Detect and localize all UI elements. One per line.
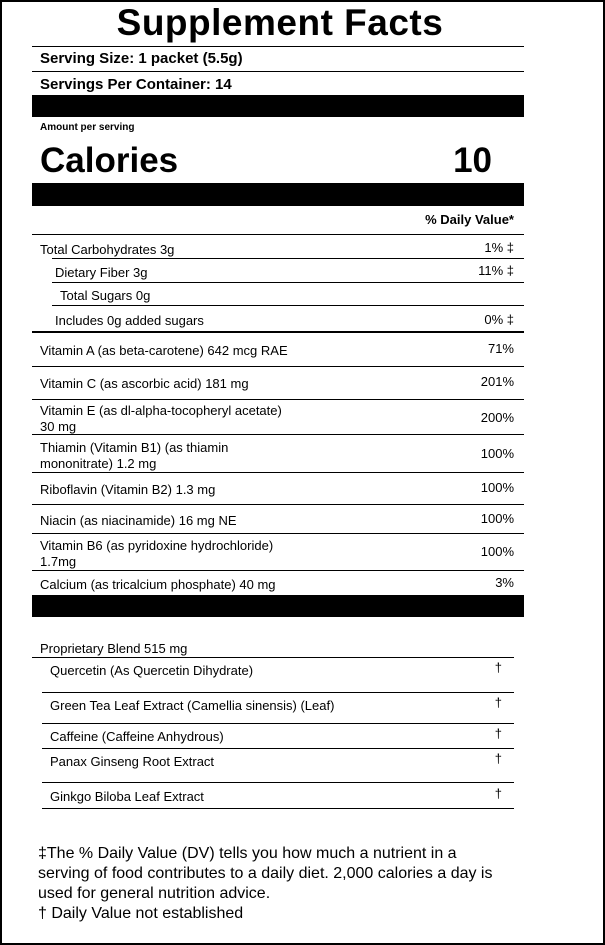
nutrient-name-line2: 1.7mg: [40, 554, 77, 569]
divider: [32, 570, 524, 571]
blend-item-dv: †: [494, 695, 502, 710]
blend-item-dv: †: [494, 660, 502, 675]
blend-item-dv: †: [494, 786, 502, 801]
divider: [32, 234, 524, 235]
nutrient-name-line1: Thiamin (Vitamin B1) (as thiamin: [40, 440, 229, 455]
nutrient-name: Vitamin C (as ascorbic acid) 181 mg: [40, 376, 249, 391]
divider: [32, 71, 524, 72]
divider: [52, 305, 524, 306]
divider: [32, 657, 514, 658]
nutrient-dv: 201%: [480, 374, 514, 389]
footnote-dv-line3: used for general nutrition advice.: [38, 885, 271, 902]
nutrient-name-line2: mononitrate) 1.2 mg: [40, 456, 157, 471]
nutrient-name: Dietary Fiber 3g: [55, 265, 148, 280]
nutrient-name: Includes 0g added sugars: [55, 313, 204, 328]
nutrient-name: Niacin (as niacinamide) 16 mg NE: [40, 513, 237, 528]
divider: [52, 282, 524, 283]
divider: [42, 782, 514, 783]
nutrient-name-line1: Vitamin B6 (as pyridoxine hydrochloride): [40, 538, 274, 553]
divider: [32, 399, 524, 400]
blend-title: Proprietary Blend 515 mg: [40, 641, 188, 656]
nutrient-name: Calcium (as tricalcium phosphate) 40 mg: [40, 577, 276, 592]
nutrient-name: Vitamin A (as beta-carotene) 642 mcg RAE: [40, 343, 288, 358]
divider: [32, 434, 524, 435]
divider: [32, 533, 524, 534]
nutrient-dv: 11% ‡: [478, 263, 514, 278]
blend-item-name: Caffeine (Caffeine Anhydrous): [50, 729, 224, 744]
nutrient-dv: 0% ‡: [484, 312, 514, 327]
nutrient-dv: 100%: [480, 544, 514, 559]
panel-title: Supplement Facts: [116, 2, 444, 43]
divider: [32, 331, 524, 333]
nutrient-name: Total Sugars 0g: [60, 288, 151, 303]
nutrient-dv: 100%: [480, 511, 514, 526]
footnote-not-established: † Daily Value not established: [38, 905, 244, 922]
thick-divider: [32, 183, 524, 206]
blend-item-dv: †: [494, 726, 502, 741]
thick-divider: [32, 95, 524, 117]
blend-item-name: Ginkgo Biloba Leaf Extract: [50, 789, 204, 804]
nutrient-dv: 100%: [480, 446, 514, 461]
thick-divider: [32, 595, 524, 617]
nutrient-name-line1: Vitamin E (as dl-alpha-tocopheryl acetate): [40, 403, 282, 418]
blend-item-name: Quercetin (As Quercetin Dihydrate): [50, 663, 254, 678]
calories-label: Calories: [40, 141, 179, 180]
divider: [42, 692, 514, 693]
nutrient-dv: 3%: [495, 575, 514, 590]
nutrient-dv: 100%: [480, 480, 514, 495]
footnote-dv-line2: serving of food contributes to a daily diet. 2,000 calories a day is: [38, 865, 493, 882]
nutrient-name-line2: 30 mg: [40, 419, 77, 434]
serving-size: Serving Size: 1 packet (5.5g): [40, 50, 243, 67]
nutrient-name: Riboflavin (Vitamin B2) 1.3 mg: [40, 482, 216, 497]
calories-value: 10: [453, 141, 492, 180]
footnote-dv-line1: ‡The % Daily Value (DV) tells you how much a nutrient in a: [38, 845, 457, 862]
divider: [32, 366, 524, 367]
blend-item-dv: †: [494, 751, 502, 766]
blend-item-name: Panax Ginseng Root Extract: [50, 754, 215, 769]
nutrient-dv: 200%: [480, 410, 514, 425]
servings-per-container: Servings Per Container: 14: [40, 76, 232, 93]
divider: [42, 808, 514, 809]
nutrient-dv: 1% ‡: [484, 240, 514, 255]
divider: [32, 504, 524, 505]
divider: [32, 472, 524, 473]
divider: [32, 46, 524, 47]
nutrient-dv: 71%: [487, 341, 514, 356]
amount-per-serving: Amount per serving: [40, 122, 135, 133]
divider: [52, 258, 524, 259]
blend-item-name: Green Tea Leaf Extract (Camellia sinensis) (Leaf): [50, 698, 335, 713]
nutrient-name: Total Carbohydrates 3g: [40, 242, 175, 257]
divider: [42, 723, 514, 724]
dv-header: % Daily Value*: [425, 212, 514, 227]
divider: [42, 748, 514, 749]
